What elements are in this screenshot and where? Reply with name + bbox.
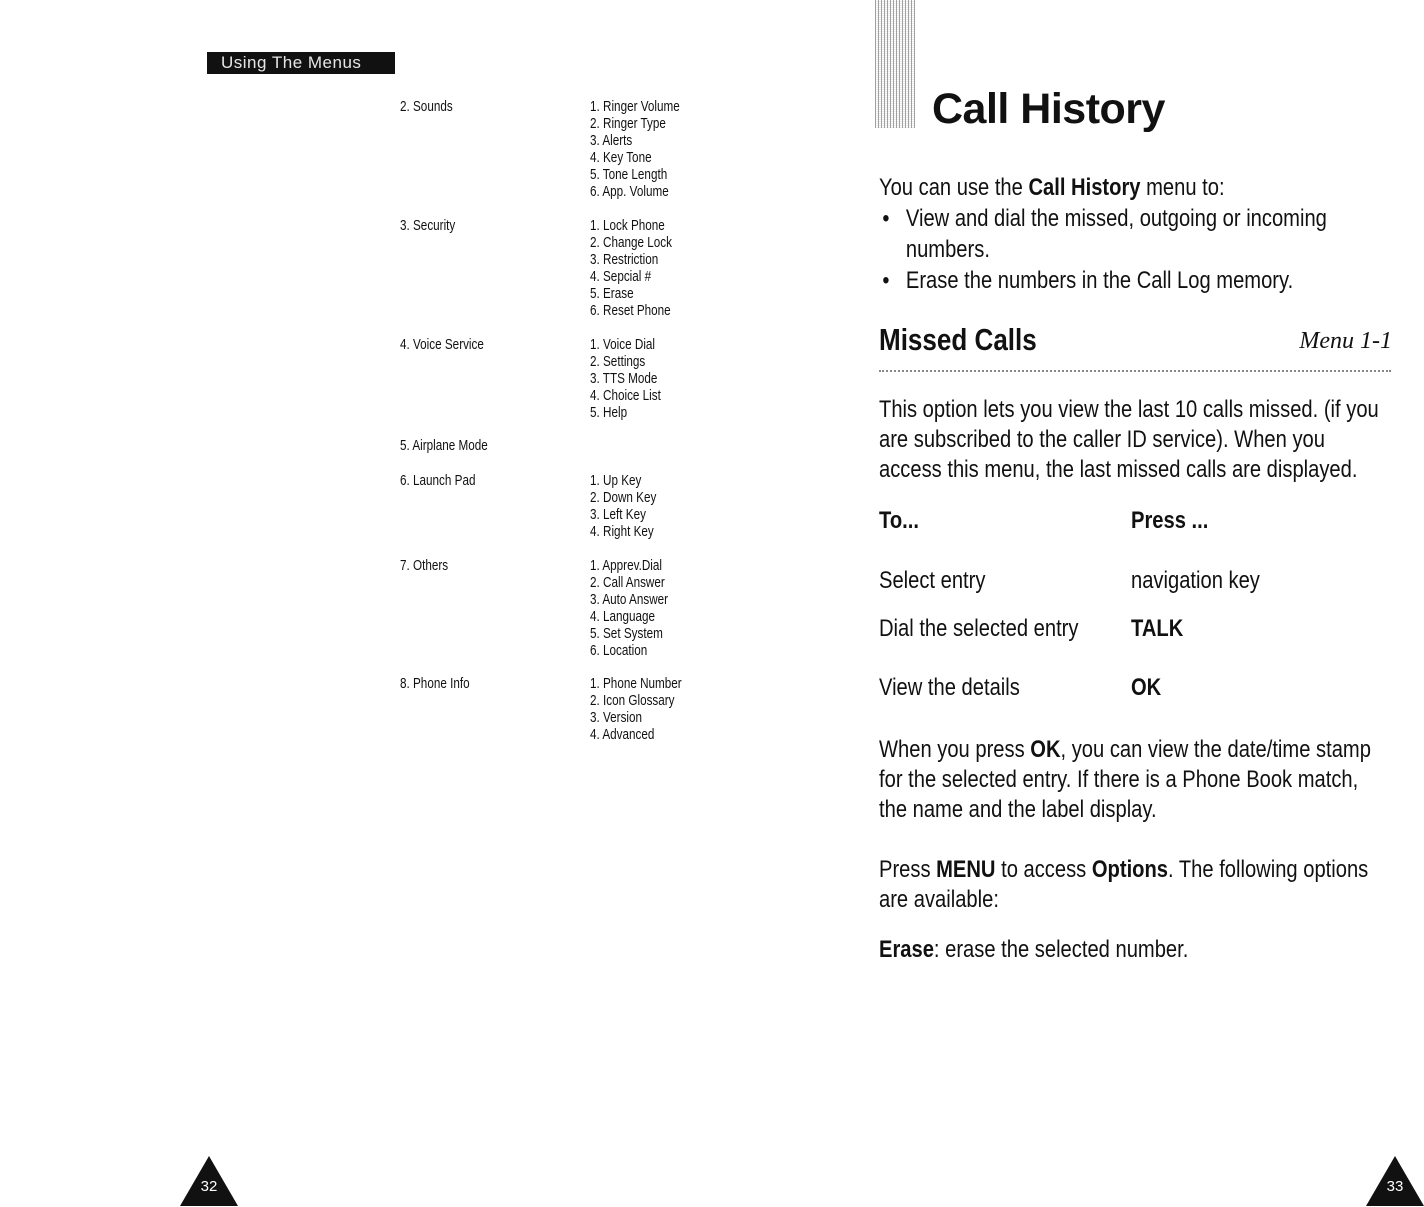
submenu-item: 2. Settings <box>590 353 646 370</box>
submenu-item: 6. Location <box>590 642 648 659</box>
submenu-item: 1. Up Key <box>590 472 642 489</box>
submenu-item: 4. Right Key <box>590 523 654 540</box>
decorative-texture-bar <box>875 0 915 128</box>
table-cell-key: navigation key <box>1131 567 1260 594</box>
page-number-right <box>1366 1156 1424 1206</box>
submenu-item: 2. Change Lock <box>590 234 672 251</box>
details-pre: When you press <box>879 736 1031 763</box>
submenu-item: 6. Reset Phone <box>590 302 671 319</box>
details-line <box>879 734 1371 765</box>
menu-item-name: 2. Sounds <box>400 98 453 115</box>
description-line: This option lets you view the last 10 calls missed. (if you <box>879 396 1379 423</box>
menu-item-name: 4. Voice Service <box>400 336 484 353</box>
details-line: the name and the label display. <box>879 796 1157 823</box>
submenu-item: 4. Choice List <box>590 387 661 404</box>
submenu-list <box>590 557 690 659</box>
menu-reference: Menu 1-1 <box>1299 328 1392 354</box>
table-cell-action: View the details <box>879 674 1020 701</box>
menu-item-name: 3. Security <box>400 217 456 234</box>
intro-bold: Call History <box>1028 174 1141 201</box>
options-line: are available: <box>879 886 999 913</box>
submenu-item: 2. Down Key <box>590 489 657 506</box>
options-bold-menu: MENU <box>936 856 996 883</box>
intro-text <box>879 172 1225 203</box>
submenu-item: 2. Icon Glossary <box>590 692 675 709</box>
submenu-item: 4. Key Tone <box>590 149 652 166</box>
submenu-item: 2. Ringer Type <box>590 115 666 132</box>
description-line: are subscribed to the caller ID service). When you <box>879 426 1325 453</box>
submenu-item: 4. Sepcial # <box>590 268 652 285</box>
submenu-item: 4. Advanced <box>590 726 655 743</box>
submenu-item: 1. Voice Dial <box>590 336 656 353</box>
submenu-list <box>590 675 708 743</box>
bullet-continuation: numbers. <box>905 236 990 263</box>
submenu-item: 1. Lock Phone <box>590 217 665 234</box>
options-line <box>879 854 1368 885</box>
menu-item-name: 8. Phone Info <box>400 675 470 692</box>
submenu-list <box>590 336 681 421</box>
table-cell-key: OK <box>1131 674 1162 701</box>
feature-list <box>879 203 1327 296</box>
options-mid: to access <box>995 856 1092 883</box>
table-header-action: To... <box>879 507 919 534</box>
erase-text: : erase the selected number. <box>933 936 1189 963</box>
submenu-item: 3. TTS Mode <box>590 370 658 387</box>
submenu-item: 3. Alerts <box>590 132 633 149</box>
menu-item-name: 5. Airplane Mode <box>400 437 488 454</box>
submenu-item: 3. Left Key <box>590 506 646 523</box>
table-header-key: Press ... <box>1131 507 1209 534</box>
page-number-right-text: 33 <box>1386 1178 1404 1195</box>
section-label: Using The Menus <box>207 52 395 74</box>
table-cell-action: Select entry <box>879 567 986 594</box>
submenu-item: 1. Phone Number <box>590 675 682 692</box>
submenu-item: 5. Help <box>590 404 628 421</box>
bullet-item: • View and dial the missed, outgoing or incoming <box>879 203 1327 234</box>
submenu-item: 3. Auto Answer <box>590 591 669 608</box>
erase-label: Erase <box>879 936 934 963</box>
menu-item-name: 6. Launch Pad <box>400 472 476 489</box>
submenu-list <box>590 98 705 200</box>
page-title: Call History <box>932 85 1165 133</box>
intro-post: menu to: <box>1140 174 1225 201</box>
table-cell-key: TALK <box>1131 615 1184 642</box>
submenu-item: 6. App. Volume <box>590 183 669 200</box>
erase-option <box>879 934 1188 965</box>
submenu-item: 1. Ringer Volume <box>590 98 680 115</box>
submenu-item: 3. Restriction <box>590 251 659 268</box>
submenu-item: 1. Apprev.Dial <box>590 557 662 574</box>
page-number-left <box>180 1156 238 1206</box>
table-cell-action: Dial the selected entry <box>879 615 1079 642</box>
submenu-list <box>590 472 675 540</box>
description-line: access this menu, the last missed calls are displayed. <box>879 456 1358 483</box>
submenu-item: 4. Language <box>590 608 656 625</box>
options-bold-options: Options <box>1091 856 1169 883</box>
submenu-item: 3. Version <box>590 709 643 726</box>
submenu-list <box>590 217 695 319</box>
options-post: . The following options <box>1168 856 1369 883</box>
submenu-item: 5. Tone Length <box>590 166 668 183</box>
details-bold: OK <box>1030 736 1061 763</box>
page-number-left-text: 32 <box>200 1178 218 1195</box>
details-post: , you can view the date/time stamp <box>1060 736 1371 763</box>
menu-item-name: 7. Others <box>400 557 449 574</box>
bullet-item: • Erase the numbers in the Call Log memory. <box>879 265 1327 296</box>
submenu-item: 2. Call Answer <box>590 574 665 591</box>
missed-calls-heading: Missed Calls <box>879 322 1037 357</box>
divider <box>879 370 1391 372</box>
submenu-item: 5. Set System <box>590 625 663 642</box>
intro-pre: You can use the <box>879 174 1029 201</box>
options-pre: Press <box>879 856 937 883</box>
submenu-item: 5. Erase <box>590 285 634 302</box>
details-line: for the selected entry. If there is a Phone Book match, <box>879 766 1359 793</box>
